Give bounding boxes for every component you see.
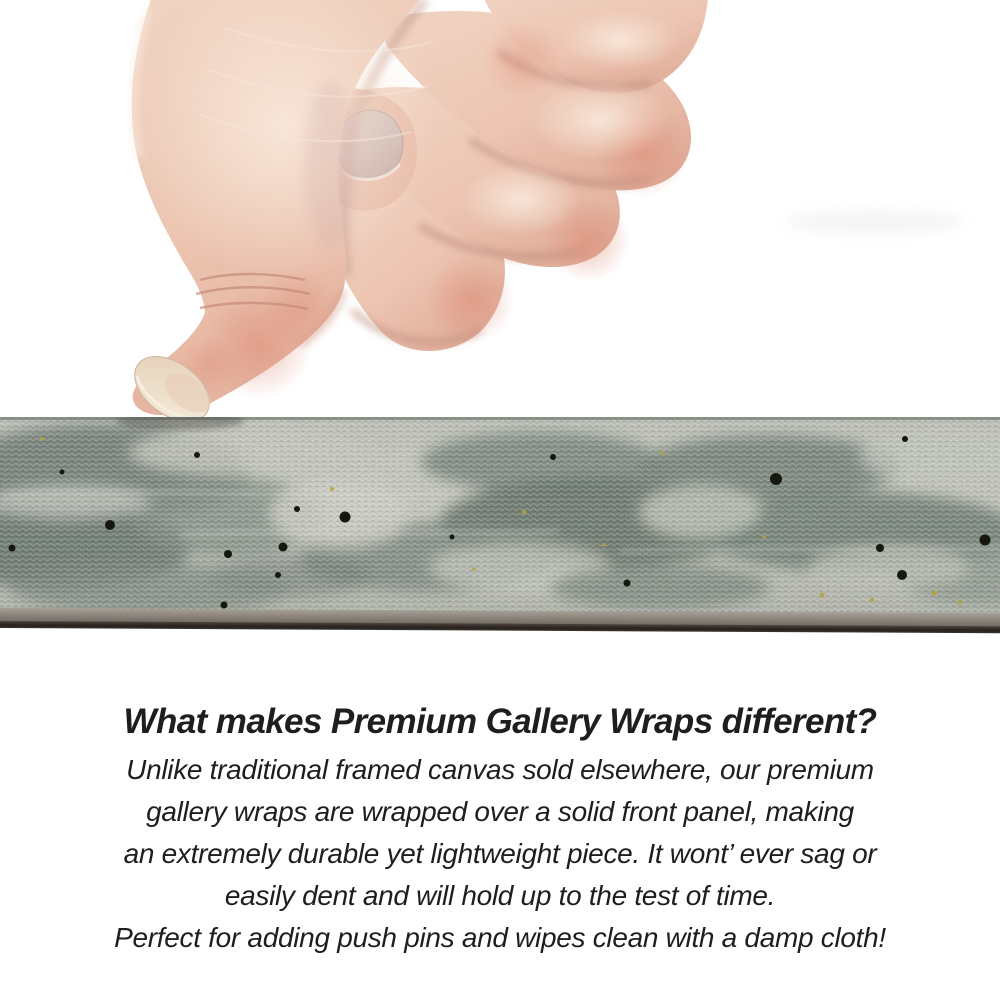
- canvas-edge-photo: [0, 417, 1000, 639]
- palm-shade: [304, 80, 356, 250]
- canvas-strip-illustration: [0, 417, 1000, 639]
- hand-press-photo: [0, 0, 1000, 418]
- heading: What makes Premium Gallery Wraps different?: [123, 702, 877, 741]
- body-line: an extremely durable yet lightweight piece. It wont’ ever sag or: [123, 838, 877, 869]
- body-line: easily dent and will hold up to the test of time.: [224, 880, 776, 911]
- body-line: Perfect for adding push pins and wipes clean with a damp cloth!: [114, 922, 886, 953]
- copy-block: [0, 702, 1000, 959]
- canvas-texture: [0, 417, 1000, 617]
- background-smudge: [785, 210, 965, 234]
- body-line: Unlike traditional framed canvas sold elsewhere, our premium: [126, 754, 874, 785]
- body-line: gallery wraps are wrapped over a solid front panel, making: [146, 796, 854, 827]
- hand-illustration: [0, 0, 1000, 418]
